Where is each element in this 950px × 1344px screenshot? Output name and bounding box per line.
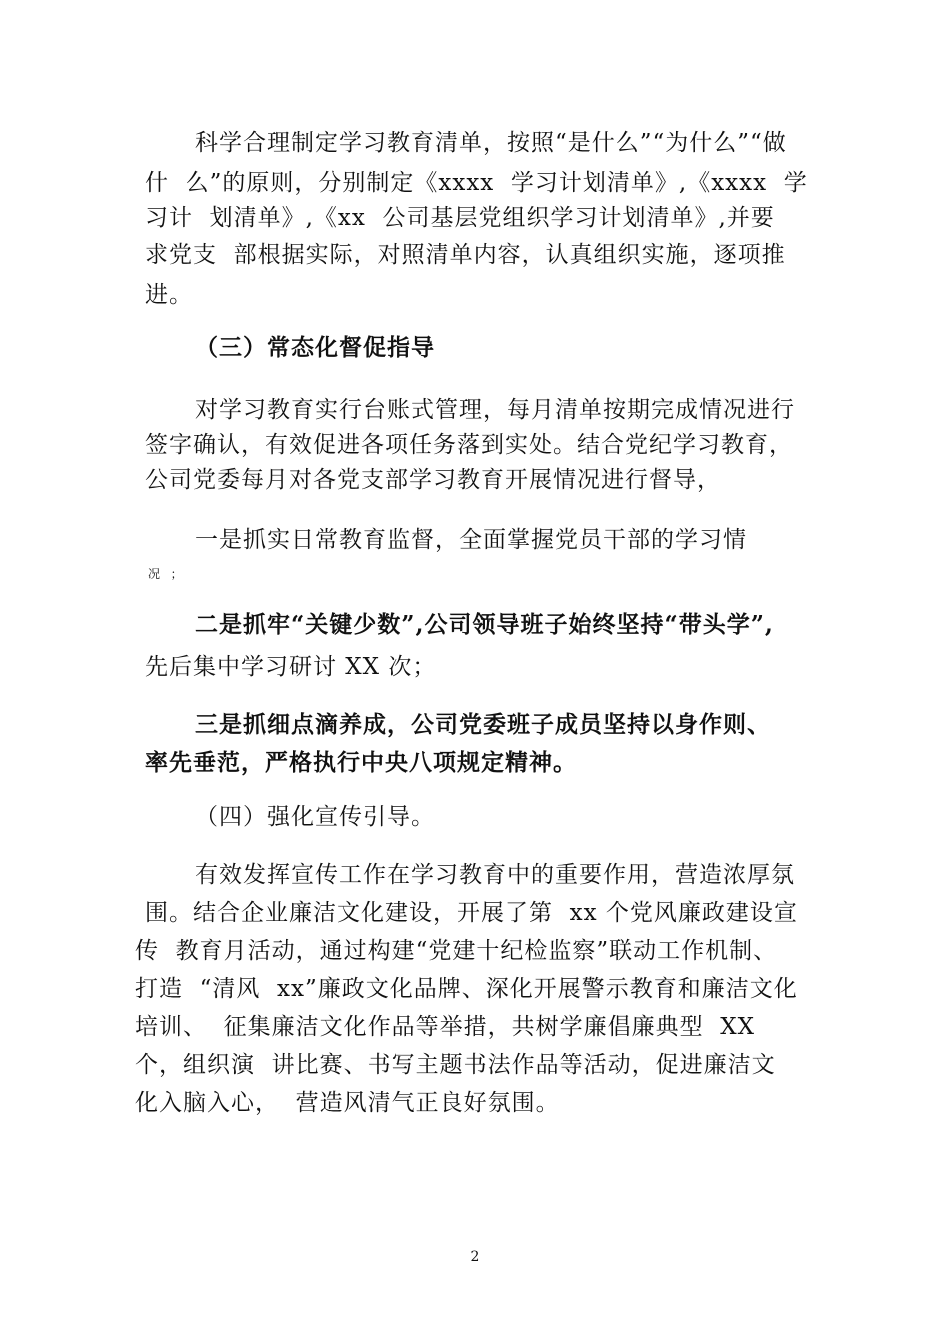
para2-line-1: 对学习教育实行台账式管理，每月清单按期完成情况进行	[195, 397, 795, 423]
para3-line-7: 化入脑入心， 营造风清气正良好氛围。	[135, 1090, 560, 1116]
para2-line-2: 签字确认，有效促进各项任务落到实处。结合党纪学习教育，	[145, 432, 793, 458]
point2-line-2: 先后集中学习研讨 XX 次；	[145, 654, 437, 680]
para1-line-3: 习计 划清单》,《xx 公司基层党组织学习计划清单》,并要	[145, 205, 775, 231]
section-heading-3: （三）常态化督促指导	[195, 334, 435, 361]
para3-line-2: 围。结合企业廉洁文化建设，开展了第 xx 个党风廉政建设宣	[145, 900, 798, 926]
point1-line-2: 况 ；	[148, 567, 184, 581]
para1-line-1: 科学合理制定学习教育清单，按照“是什么”“为什么”“做	[195, 130, 787, 156]
para3-line-3: 传 教育月活动，通过构建“党建十纪检监察”联动工作机制、	[135, 938, 778, 964]
para3-line-4: 打造 “清风 xx”廉政文化品牌、深化开展警示教育和廉洁文化	[135, 976, 798, 1002]
para3-line-5: 培训、 征集廉洁文化作品等举措，共树学廉倡廉典型 XX	[135, 1014, 755, 1040]
para1-line-4: 求党支 部根据实际，对照清单内容，认真组织实施，逐项推	[145, 242, 786, 268]
para3-line-6: 个，组织演 讲比赛、书写主题书法作品等活动，促进廉洁文	[135, 1052, 776, 1078]
page-number: 2	[470, 1249, 480, 1265]
point3-line-2: 率先垂范，严格执行中央八项规定精神。	[145, 749, 577, 776]
point1-line-1: 一是抓实日常教育监督，全面掌握党员干部的学习情	[195, 527, 747, 553]
point2-line-1: 二是抓牢“关键少数”,公司领导班子始终坚持“带头学”,	[195, 611, 774, 638]
para1-line-2: 什 么”的原则，分别制定《xxxx 学习计划清单》,《xxxx 学	[145, 170, 808, 196]
para2-line-3: 公司党委每月对各党支部学习教育开展情况进行督导，	[145, 467, 721, 493]
section-heading-4: （四）强化宣传引导。	[195, 804, 435, 830]
para1-line-5: 进。	[145, 282, 193, 308]
point3-line-1: 三是抓细点滴养成，公司党委班子成员坚持以身作则、	[195, 711, 771, 738]
para3-line-1: 有效发挥宣传工作在学习教育中的重要作用，营造浓厚氛	[195, 862, 795, 888]
